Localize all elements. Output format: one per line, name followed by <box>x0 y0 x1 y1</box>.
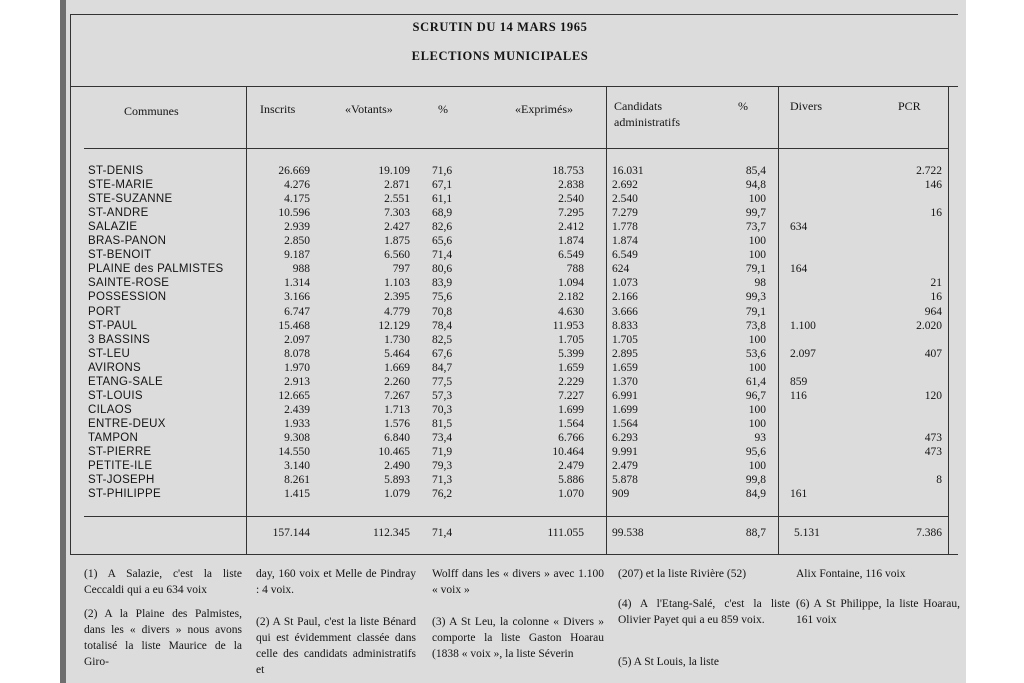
candidats-value: 1.705 <box>612 333 638 346</box>
candidats-value: 5.878 <box>612 474 638 487</box>
exprimes-value: 2.838 <box>558 179 584 192</box>
pct2-value: 100 <box>748 333 766 346</box>
votants-value: 1.875 <box>384 235 410 248</box>
candidats-value: 1.699 <box>612 403 638 416</box>
footnote-st-leu: (3) A St Leu, la colonne « Divers » comporte la liste Gaston Hoarau (1838 « voix », la liste Séverin <box>432 616 604 660</box>
candidats-value: 9.991 <box>612 446 638 458</box>
commune-name: ST-PHILIPPE <box>88 488 161 501</box>
pct-value: 70,3 <box>432 403 453 416</box>
inscrits-value: 14.550 <box>278 446 310 458</box>
exprimes-value: 788 <box>566 263 584 276</box>
votants-value: 6.840 <box>384 431 410 444</box>
footnote-etang-sale: (4) A l'Etang-Salé, c'est la liste Olivier Payet qui a eu 859 voix. <box>618 598 790 626</box>
votants-value: 1.576 <box>384 417 410 430</box>
votants-value: 12.129 <box>378 319 410 332</box>
exprimes-value: 7.295 <box>558 207 584 220</box>
header-bottom-rule <box>84 148 948 149</box>
exprimes-value: 6.766 <box>558 431 584 444</box>
commune-name: SALAZIE <box>88 221 138 234</box>
inscrits-value: 2.850 <box>284 235 310 248</box>
pcr-value: 2.020 <box>916 319 942 332</box>
pct-value: 71,9 <box>432 446 453 458</box>
inscrits-value: 26.669 <box>278 165 310 177</box>
divers-value: 634 <box>790 221 808 234</box>
votants-value: 4.779 <box>384 305 410 318</box>
pct-value: 78,4 <box>432 319 453 332</box>
commune-name: AVIRONS <box>88 361 142 374</box>
pct-value: 70,8 <box>432 305 453 318</box>
votants-value: 1.669 <box>384 361 410 374</box>
exprimes-value: 18.753 <box>552 165 584 177</box>
exprimes-value: 6.549 <box>558 249 584 262</box>
pct2-value: 100 <box>748 193 766 206</box>
candidats-value: 6.549 <box>612 249 638 262</box>
candidats-value: 1.370 <box>612 375 638 388</box>
pct2-value: 53,6 <box>745 347 766 360</box>
pct-value: 80,6 <box>432 263 453 276</box>
pcr-value: 2.722 <box>916 165 942 177</box>
pct2-value: 79,1 <box>745 263 766 276</box>
footnote-st-louis: (5) A St Louis, la liste <box>618 656 719 668</box>
inscrits-value: 1.933 <box>284 417 310 430</box>
commune-name: ENTRE-DEUX <box>88 417 166 430</box>
commune-name: PLAINE des PALMISTES <box>88 263 224 276</box>
pcr-value: 120 <box>924 389 942 402</box>
header-pct2: % <box>738 99 748 113</box>
total-pcr: 7.386 <box>916 527 942 539</box>
votants-value: 797 <box>392 263 410 276</box>
exprimes-value: 1.564 <box>558 417 584 430</box>
inscrits-value: 1.314 <box>284 277 310 290</box>
total-inscrits: 157.144 <box>272 527 310 539</box>
commune-name: ST-PIERRE <box>88 446 152 458</box>
totals-rule <box>84 516 948 517</box>
votants-value: 1.713 <box>384 403 410 416</box>
header-divers: Divers <box>790 99 822 113</box>
candidats-value: 2.895 <box>612 347 638 360</box>
pct2-value: 61,4 <box>745 375 766 388</box>
pct2-value: 79,1 <box>745 305 766 318</box>
footnote-st-paul: (2) A St Paul, c'est la liste Bénard qui est évidemment classée dans celle des candidats administratifs et <box>256 616 416 676</box>
candidats-value: 8.833 <box>612 319 638 332</box>
inscrits-value: 9.187 <box>284 249 310 262</box>
pct2-value: 99,7 <box>745 207 766 220</box>
footnote-alix-fontaine: Alix Fontaine, 116 voix <box>796 568 906 580</box>
candidats-value: 2.166 <box>612 291 638 304</box>
exprimes-value: 1.705 <box>558 333 584 346</box>
inscrits-value: 1.415 <box>284 488 310 501</box>
candidats-value: 6.991 <box>612 389 638 402</box>
total-pct: 71,4 <box>432 527 453 539</box>
exprimes-value: 1.659 <box>558 361 584 374</box>
footnote-giroday: day, 160 voix et Melle de Pindray : 4 voix. <box>256 568 416 596</box>
inscrits-value: 2.439 <box>284 403 310 416</box>
pct2-value: 98 <box>754 277 766 290</box>
inscrits-value: 4.175 <box>284 193 310 206</box>
pcr-value: 16 <box>930 207 942 220</box>
pct-value: 71,6 <box>432 165 453 177</box>
column-divider <box>778 86 779 554</box>
exprimes-value: 1.874 <box>558 235 584 248</box>
header-pcr: PCR <box>898 99 921 113</box>
votants-value: 10.465 <box>378 446 410 458</box>
votants-value: 7.303 <box>384 207 410 220</box>
pcr-value: 8 <box>936 474 942 487</box>
pct2-value: 99,8 <box>745 474 766 487</box>
pct2-value: 94,8 <box>745 179 766 192</box>
candidats-value: 1.564 <box>612 417 638 430</box>
inscrits-value: 10.596 <box>278 207 310 220</box>
votants-value: 2.871 <box>384 179 410 192</box>
pct2-value: 73,8 <box>745 319 766 332</box>
votants-value: 2.490 <box>384 460 410 473</box>
votants-value: 2.395 <box>384 291 410 304</box>
pct-value: 67,6 <box>432 347 453 360</box>
table-frame-top <box>70 14 958 15</box>
exprimes-value: 2.540 <box>558 193 584 206</box>
divers-value: 859 <box>790 375 808 388</box>
page-edge-shadow <box>60 0 66 683</box>
pct-value: 76,2 <box>432 488 453 501</box>
pcr-value: 473 <box>924 446 942 458</box>
pcr-value: 146 <box>924 179 942 192</box>
title-scrutin: SCRUTIN DU 14 MARS 1965 <box>412 20 588 34</box>
votants-value: 2.427 <box>384 221 410 234</box>
inscrits-value: 988 <box>292 263 310 276</box>
commune-name: SAINTE-ROSE <box>88 277 170 290</box>
votants-value: 1.079 <box>384 488 410 501</box>
pct-value: 81,5 <box>432 417 453 430</box>
inscrits-value: 12.665 <box>278 389 310 402</box>
pct-value: 82,5 <box>432 333 453 346</box>
divers-value: 2.097 <box>790 347 816 360</box>
pct2-value: 100 <box>748 249 766 262</box>
inscrits-value: 2.913 <box>284 375 310 388</box>
exprimes-value: 1.094 <box>558 277 584 290</box>
exprimes-value: 4.630 <box>558 305 584 318</box>
commune-name: CILAOS <box>88 403 132 416</box>
commune-name: BRAS-PANON <box>88 235 167 248</box>
candidats-value: 6.293 <box>612 431 638 444</box>
footnote-st-philippe: (6) A St Philippe, la liste Hoarau, 161 voix <box>796 598 960 626</box>
votants-value: 2.551 <box>384 193 410 206</box>
candidats-value: 1.874 <box>612 235 638 248</box>
inscrits-value: 3.166 <box>284 291 310 304</box>
commune-name: TAMPON <box>88 431 139 444</box>
votants-value: 2.260 <box>384 375 410 388</box>
pct-value: 71,3 <box>432 474 453 487</box>
pcr-value: 16 <box>930 291 942 304</box>
exprimes-value: 11.953 <box>552 319 584 332</box>
pct-value: 65,6 <box>432 235 453 248</box>
header-top-rule <box>70 86 958 87</box>
commune-name: ST-BENOIT <box>88 249 152 262</box>
pcr-value: 407 <box>924 347 942 360</box>
candidats-value: 1.073 <box>612 277 638 290</box>
pct-value: 73,4 <box>432 431 453 444</box>
header-votants: «Votants» <box>345 102 393 116</box>
divers-value: 116 <box>790 389 807 402</box>
exprimes-value: 1.699 <box>558 403 584 416</box>
pct2-value: 100 <box>748 403 766 416</box>
total-candidats: 99.538 <box>612 527 644 539</box>
votants-value: 5.464 <box>384 347 410 360</box>
inscrits-value: 2.939 <box>284 221 310 234</box>
inscrits-value: 2.097 <box>284 333 310 346</box>
candidats-value: 2.692 <box>612 179 638 192</box>
pcr-value: 21 <box>930 277 942 290</box>
divers-value: 1.100 <box>790 319 816 332</box>
inscrits-value: 4.276 <box>284 179 310 192</box>
candidats-value: 909 <box>612 488 630 501</box>
header-pct: % <box>438 102 448 116</box>
votants-value: 7.267 <box>384 389 410 402</box>
pct-value: 82,6 <box>432 221 453 234</box>
candidats-value: 2.540 <box>612 193 638 206</box>
pct2-value: 85,4 <box>745 165 766 177</box>
inscrits-value: 6.747 <box>284 305 310 318</box>
pcr-value: 964 <box>924 305 942 318</box>
pct-value: 75,6 <box>432 291 453 304</box>
pct2-value: 84,9 <box>745 488 766 501</box>
column-divider <box>606 86 607 554</box>
inscrits-value: 8.078 <box>284 347 310 360</box>
pct2-value: 100 <box>748 361 766 374</box>
exprimes-value: 5.886 <box>558 474 584 487</box>
exprimes-value: 2.182 <box>558 291 584 304</box>
commune-name: ST-ANDRE <box>88 207 149 220</box>
pct-value: 77,5 <box>432 375 453 388</box>
pct2-value: 99,3 <box>745 291 766 304</box>
pct2-value: 73,7 <box>745 221 766 234</box>
pct-value: 84,7 <box>432 361 453 374</box>
divers-value: 161 <box>790 488 808 501</box>
total-exprimes: 111.055 <box>547 527 584 539</box>
table-bottom-rule <box>70 554 958 555</box>
commune-name: 3 BASSINS <box>88 333 151 346</box>
inscrits-value: 1.970 <box>284 361 310 374</box>
pct-value: 61,1 <box>432 193 453 206</box>
footnote-plaine: (2) A la Plaine des Palmistes, dans les « divers » nous avons totalisé la liste Maurice de la Giro- <box>84 608 242 668</box>
pct-value: 79,3 <box>432 460 453 473</box>
candidats-value: 1.778 <box>612 221 638 234</box>
commune-name: ST-DENIS <box>88 165 144 177</box>
pct-value: 83,9 <box>432 277 453 290</box>
total-pct2: 88,7 <box>745 527 766 539</box>
commune-name: ETANG-SALE <box>88 375 163 388</box>
votants-value: 5.893 <box>384 474 410 487</box>
commune-name: POSSESSION <box>88 291 167 304</box>
inscrits-value: 8.261 <box>284 474 310 487</box>
commune-name: PORT <box>88 305 121 318</box>
pcr-value: 473 <box>924 431 942 444</box>
exprimes-value: 2.229 <box>558 375 584 388</box>
header-candidats: Candidats administratifs <box>614 99 680 129</box>
inscrits-value: 3.140 <box>284 460 310 473</box>
candidats-value: 1.659 <box>612 361 638 374</box>
title-elections: ELECTIONS MUNICIPALES <box>411 49 589 63</box>
inscrits-value: 15.468 <box>278 319 310 332</box>
footnote-riviere: (207) et la liste Rivière (52) <box>618 568 747 580</box>
footnote-salazie: (1) A Salazie, c'est la liste Ceccaldi qui a eu 634 voix <box>84 568 242 596</box>
pct-value: 68,9 <box>432 207 453 220</box>
pct2-value: 96,7 <box>745 389 766 402</box>
commune-name: ST-LOUIS <box>88 389 143 402</box>
header-inscrits: Inscrits <box>260 102 296 116</box>
pct2-value: 100 <box>748 235 766 248</box>
pct2-value: 93 <box>754 431 766 444</box>
commune-name: ST-LEU <box>88 347 131 360</box>
votants-value: 19.109 <box>378 165 410 177</box>
candidats-value: 2.479 <box>612 460 638 473</box>
pct2-value: 95,6 <box>745 446 766 458</box>
pct-value: 67,1 <box>432 179 453 192</box>
candidats-value: 16.031 <box>612 165 644 177</box>
exprimes-value: 7.227 <box>558 389 584 402</box>
candidats-value: 7.279 <box>612 207 638 220</box>
total-votants: 112.345 <box>373 527 410 539</box>
inscrits-value: 9.308 <box>284 431 310 444</box>
commune-name: STE-MARIE <box>88 179 154 192</box>
total-divers: 5.131 <box>794 527 820 539</box>
commune-name: ST-PAUL <box>88 319 138 332</box>
table-frame-left <box>70 14 71 554</box>
exprimes-value: 10.464 <box>552 446 584 458</box>
votants-value: 6.560 <box>384 249 410 262</box>
exprimes-value: 1.070 <box>558 488 584 501</box>
exprimes-value: 2.412 <box>558 221 584 234</box>
pct-value: 71,4 <box>432 249 453 262</box>
commune-name: ST-JOSEPH <box>88 474 155 487</box>
votants-value: 1.103 <box>384 277 410 290</box>
pct2-value: 100 <box>748 417 766 430</box>
exprimes-value: 5.399 <box>558 347 584 360</box>
newspaper-page <box>60 0 966 683</box>
column-divider <box>948 86 949 554</box>
exprimes-value: 2.479 <box>558 460 584 473</box>
footnotes <box>70 566 966 683</box>
candidats-value: 3.666 <box>612 305 638 318</box>
pct-value: 57,3 <box>432 389 453 402</box>
divers-value: 164 <box>790 263 808 276</box>
commune-name: PETITE-ILE <box>88 460 153 473</box>
header-exprimes: «Exprimés» <box>515 102 573 116</box>
header-communes: Communes <box>124 104 179 118</box>
candidats-value: 624 <box>612 263 630 276</box>
votants-value: 1.730 <box>384 333 410 346</box>
footnote-wolff: Wolff dans les « divers » avec 1.100 « voix » <box>432 568 604 596</box>
commune-name: STE-SUZANNE <box>88 193 173 206</box>
pct2-value: 100 <box>748 460 766 473</box>
